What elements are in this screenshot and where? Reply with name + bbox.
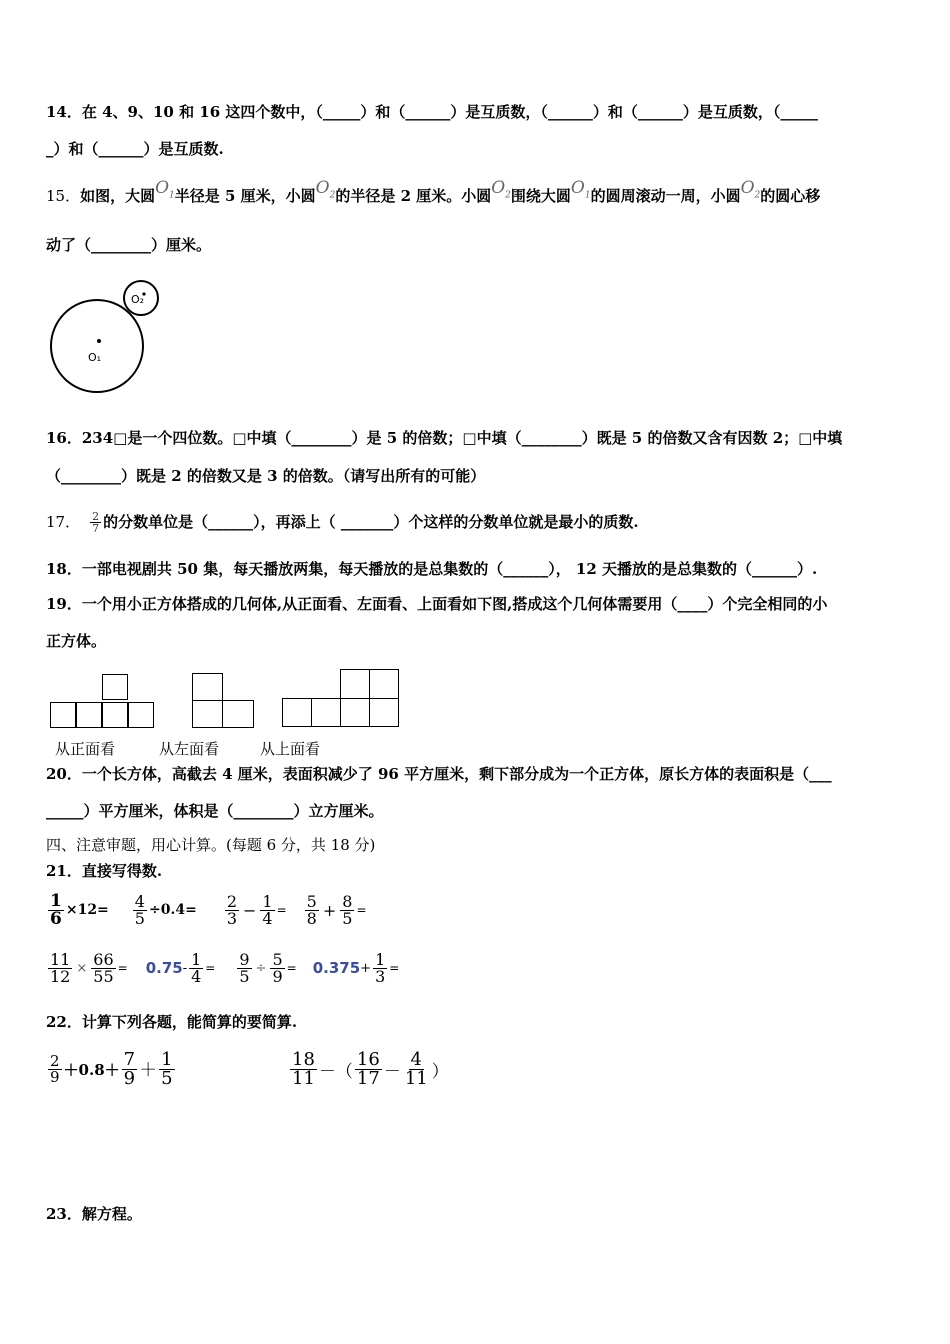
q15-number: 15． (46, 187, 81, 205)
fraction: $\frac{5}{8}$ (306, 891, 317, 928)
front-view (50, 674, 160, 730)
caption-front-view: 从正面看 (55, 740, 116, 758)
q17-line (46, 504, 639, 540)
o2-symbol: $O_2$ (740, 178, 761, 201)
expr-tail: = (276, 903, 287, 917)
expr-tail: ÷0.4= (148, 902, 197, 918)
expr-tail: = (286, 961, 297, 975)
operator: + (322, 900, 337, 920)
view-cell (369, 669, 399, 699)
q19-line1: 19．一个用小正方体搭成的几何体,从正面看、左面看、上面看如下图,搭成这个几何体需要用（____）个完全相同的小 (46, 595, 828, 613)
q22-title: 22．计算下列各题，能简算的要简算. (46, 1013, 298, 1031)
big-circle-label: O₁ (88, 351, 102, 364)
view-cell (369, 698, 399, 727)
view-cell (311, 698, 341, 727)
decimal-value: 0.75 (145, 959, 183, 977)
operator: × (76, 960, 88, 976)
fraction: $\frac{1}{6}$ (50, 890, 62, 929)
q16-line1: 16．234□是一个四位数。□中填（________）是 5 的倍数；□中填（________）既是 5 的倍数又含有因数 2；□中填 (46, 429, 843, 447)
fraction: $\frac{5}{9}$ (272, 949, 283, 986)
q15-line2: 动了（________）厘米。 (46, 236, 212, 254)
q19-line2: 正方体。 (46, 632, 107, 650)
view-cell (76, 702, 102, 728)
fraction: $\frac{66}{55}$ (93, 949, 114, 986)
fraction: $\frac{2}{3}$ (226, 891, 237, 928)
q22-expr-1 (46, 1044, 177, 1094)
o1-symbol: $O_1$ (155, 178, 175, 201)
operator: − (243, 900, 257, 920)
q21-row-2 (46, 946, 399, 990)
big-circle (51, 300, 143, 392)
operator: － (383, 1061, 401, 1082)
fraction: $\frac{2}{9}$ (50, 1051, 60, 1086)
q21-title: 21．直接写得数. (46, 862, 163, 880)
fraction: $\frac{7}{9}$ (123, 1048, 136, 1089)
small-circle-label: O₂ (131, 293, 145, 306)
operator: ÷ (255, 960, 267, 976)
operator: ＋ (139, 1060, 158, 1081)
view-cell (50, 702, 76, 728)
q15-text-5: 的圆周滚动一周，小圆 (590, 187, 741, 205)
q15-line1 (46, 178, 821, 213)
fraction: $\frac{16}{17}$ (356, 1048, 380, 1089)
fraction: $\frac{1}{5}$ (161, 1048, 173, 1089)
view-cell (222, 700, 254, 728)
operator: ） (431, 1061, 449, 1082)
fraction: $\frac{4}{5}$ (134, 891, 145, 928)
fraction: $\frac{8}{5}$ (342, 891, 353, 928)
q15-text-4: 围绕大圆 (510, 187, 571, 205)
fraction: $\frac{4}{11}$ (404, 1048, 428, 1089)
o1-symbol: $O_1$ (570, 178, 591, 201)
q16-line2: （________）既是 2 的倍数又是 3 的倍数。（请写出所有的可能） (46, 467, 486, 485)
top-view (282, 669, 402, 729)
expr-tail: = (205, 961, 216, 975)
q18-line: 18．一部电视剧共 50 集，每天播放两集，每天播放的是总集数的（______）， 12 天播放的是总集数的（______）. (46, 560, 818, 578)
q17-number: 17． (46, 513, 81, 531)
view-cell (102, 702, 128, 728)
o2-symbol: $O_2$ (315, 178, 336, 201)
view-cell (102, 674, 128, 700)
fraction: $\frac{9}{5}$ (239, 949, 250, 986)
q14-line1: 14．在 4、9、10 和 16 这四个数中，（_____）和（______）是互质数，（______）和（______）是互质数，（_____ (46, 103, 818, 121)
q17-fraction: $\frac{2}{7}$ (92, 509, 100, 535)
decimal-value: 0.375 (312, 959, 361, 977)
q21-row-1 (46, 888, 367, 932)
section-4-title: 四、注意审题，用心计算。(每题 6 分，共 18 分) (46, 836, 376, 854)
fraction: $\frac{1}{4}$ (262, 891, 273, 928)
q20-line1: 20．一个长方体，高截去 4 厘米，表面积减少了 96 平方厘米，剩下部分成为一个正方体，原长方体的表面积是（___ (46, 765, 832, 783)
fraction: $\frac{1}{3}$ (375, 949, 386, 986)
expr-tail: = (389, 961, 400, 975)
view-cell (192, 700, 223, 728)
q15-text-1: 如图，大圆 (80, 187, 156, 205)
view-cell (340, 698, 370, 727)
left-view (192, 673, 256, 729)
q15-text-3: 的半径是 2 厘米。小圆 (335, 187, 492, 205)
q15-text-6: 的圆心移 (760, 187, 821, 205)
q23-title: 23．解方程。 (46, 1205, 142, 1223)
q22-expr-2 (288, 1044, 449, 1094)
operator: －（ (318, 1061, 353, 1082)
fraction: $\frac{11}{12}$ (50, 949, 71, 986)
expr-tail: = (356, 903, 367, 917)
o2-symbol: $O_2$ (491, 178, 511, 201)
caption-top-view: 从上面看 (260, 740, 321, 758)
q14-line2: _）和（______）是互质数. (46, 140, 224, 158)
view-cell (128, 702, 154, 728)
q17-text: 的分数单位是（______），再添上（ _______）个这样的分数单位就是最小的质数. (103, 513, 639, 531)
operator: + (360, 960, 372, 976)
expr-text: ＋0.8＋ (63, 1060, 120, 1079)
view-cell (340, 669, 370, 699)
fraction: $\frac{1}{4}$ (191, 949, 202, 986)
caption-left-view: 从左面看 (159, 740, 220, 758)
q20-line2: _____）平方厘米，体积是（________）立方厘米。 (46, 802, 384, 820)
expr-tail: = (117, 961, 128, 975)
circles-figure (46, 278, 166, 398)
big-center-dot (97, 339, 101, 343)
operator: - (182, 960, 188, 976)
expr-tail: ×12= (65, 902, 109, 918)
q15-text-2: 半径是 5 厘米，小圆 (174, 187, 316, 205)
fraction: $\frac{18}{11}$ (292, 1048, 315, 1089)
view-cell (192, 673, 223, 701)
view-cell (282, 698, 312, 727)
